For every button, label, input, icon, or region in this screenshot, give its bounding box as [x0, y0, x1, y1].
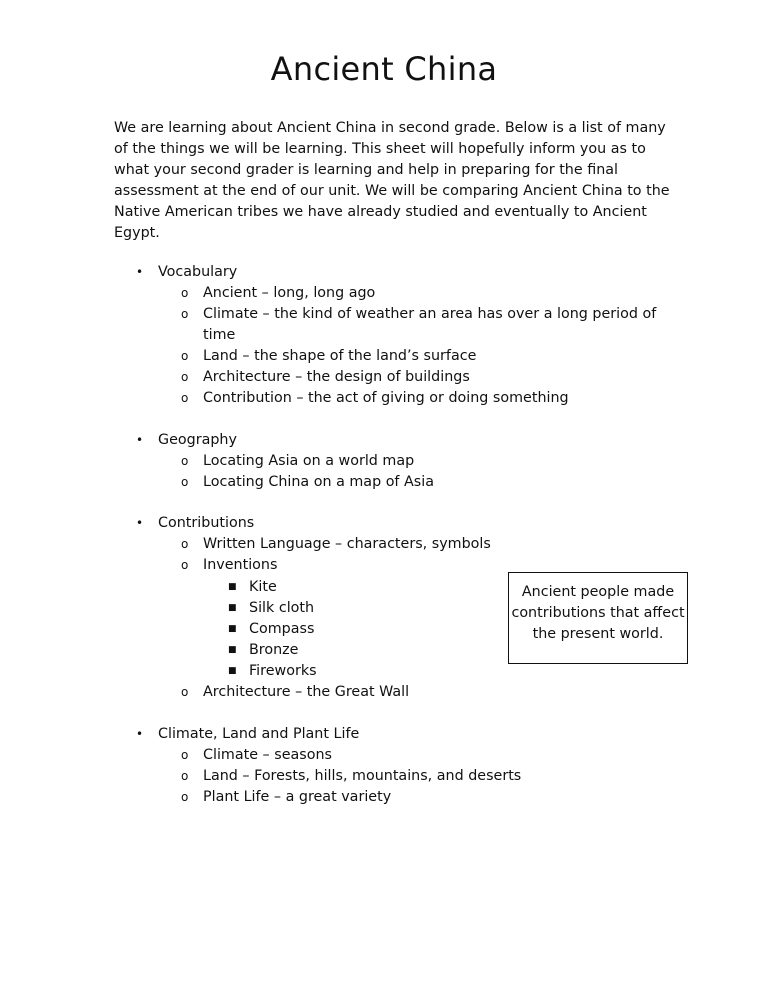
circle-marker: o — [181, 769, 189, 783]
list-item: Locating Asia on a world map — [203, 453, 415, 469]
section-heading: Geography — [158, 432, 237, 448]
list-item: Architecture – the design of buildings — [203, 369, 470, 385]
square-marker: ■ — [228, 582, 237, 592]
circle-marker: o — [181, 349, 189, 363]
list-item: Architecture – the Great Wall — [203, 684, 410, 700]
circle-marker: o — [181, 391, 189, 405]
circle-marker: o — [181, 558, 189, 572]
circle-marker: o — [181, 685, 189, 699]
list-item: Ancient – long, long ago — [203, 285, 376, 301]
intro-paragraph: We are learning about Ancient China in second grade. Below is a list of many of the things we will be learning. This sheet will hopefully inform you as to what your second grader is learning and help in preparing for the final assessment at the end of our unit. We will be comparing Ancient China to the Native American tribes we have already studied and eventually to Ancient Egypt. — [114, 120, 670, 241]
list-item: Land – Forests, hills, mountains, and deserts — [203, 768, 522, 784]
section-heading: Contributions — [158, 515, 255, 531]
circle-marker: o — [181, 307, 189, 321]
circle-marker: o — [181, 370, 189, 384]
list-item: Inventions — [203, 557, 278, 573]
list-item: Written Language – characters, symbols — [203, 536, 491, 552]
square-marker: ■ — [228, 645, 237, 655]
circle-marker: o — [181, 790, 189, 804]
list-item-continuation: time — [203, 327, 236, 343]
circle-marker: o — [181, 454, 189, 468]
invention-item: Bronze — [249, 642, 299, 658]
circle-marker: o — [181, 748, 189, 762]
circle-marker: o — [181, 537, 189, 551]
list-item: Land – the shape of the land’s surface — [203, 348, 477, 364]
callout-box: Ancient people made contributions that affect the present world. — [508, 572, 688, 664]
bullet-marker: • — [136, 727, 144, 741]
list-item: Climate – seasons — [203, 747, 332, 763]
section-heading: Climate, Land and Plant Life — [158, 726, 360, 742]
circle-marker: o — [181, 286, 189, 300]
square-marker: ■ — [228, 624, 237, 634]
bullet-marker: • — [136, 516, 144, 530]
list-item: Locating China on a map of Asia — [203, 474, 434, 490]
list-item: Contribution – the act of giving or doing something — [203, 390, 569, 406]
invention-item: Kite — [249, 579, 277, 595]
bullet-marker: • — [136, 433, 144, 447]
bullet-marker: • — [136, 265, 144, 279]
circle-marker: o — [181, 475, 189, 489]
invention-item: Compass — [249, 621, 315, 637]
invention-item: Fireworks — [249, 663, 317, 679]
list-item: Climate – the kind of weather an area has over a long period of — [203, 306, 657, 322]
section-heading: Vocabulary — [158, 264, 238, 280]
page-title: Ancient China — [270, 50, 498, 88]
list-item: Plant Life – a great variety — [203, 789, 392, 805]
square-marker: ■ — [228, 666, 237, 676]
square-marker: ■ — [228, 603, 237, 613]
invention-item: Silk cloth — [249, 600, 315, 616]
